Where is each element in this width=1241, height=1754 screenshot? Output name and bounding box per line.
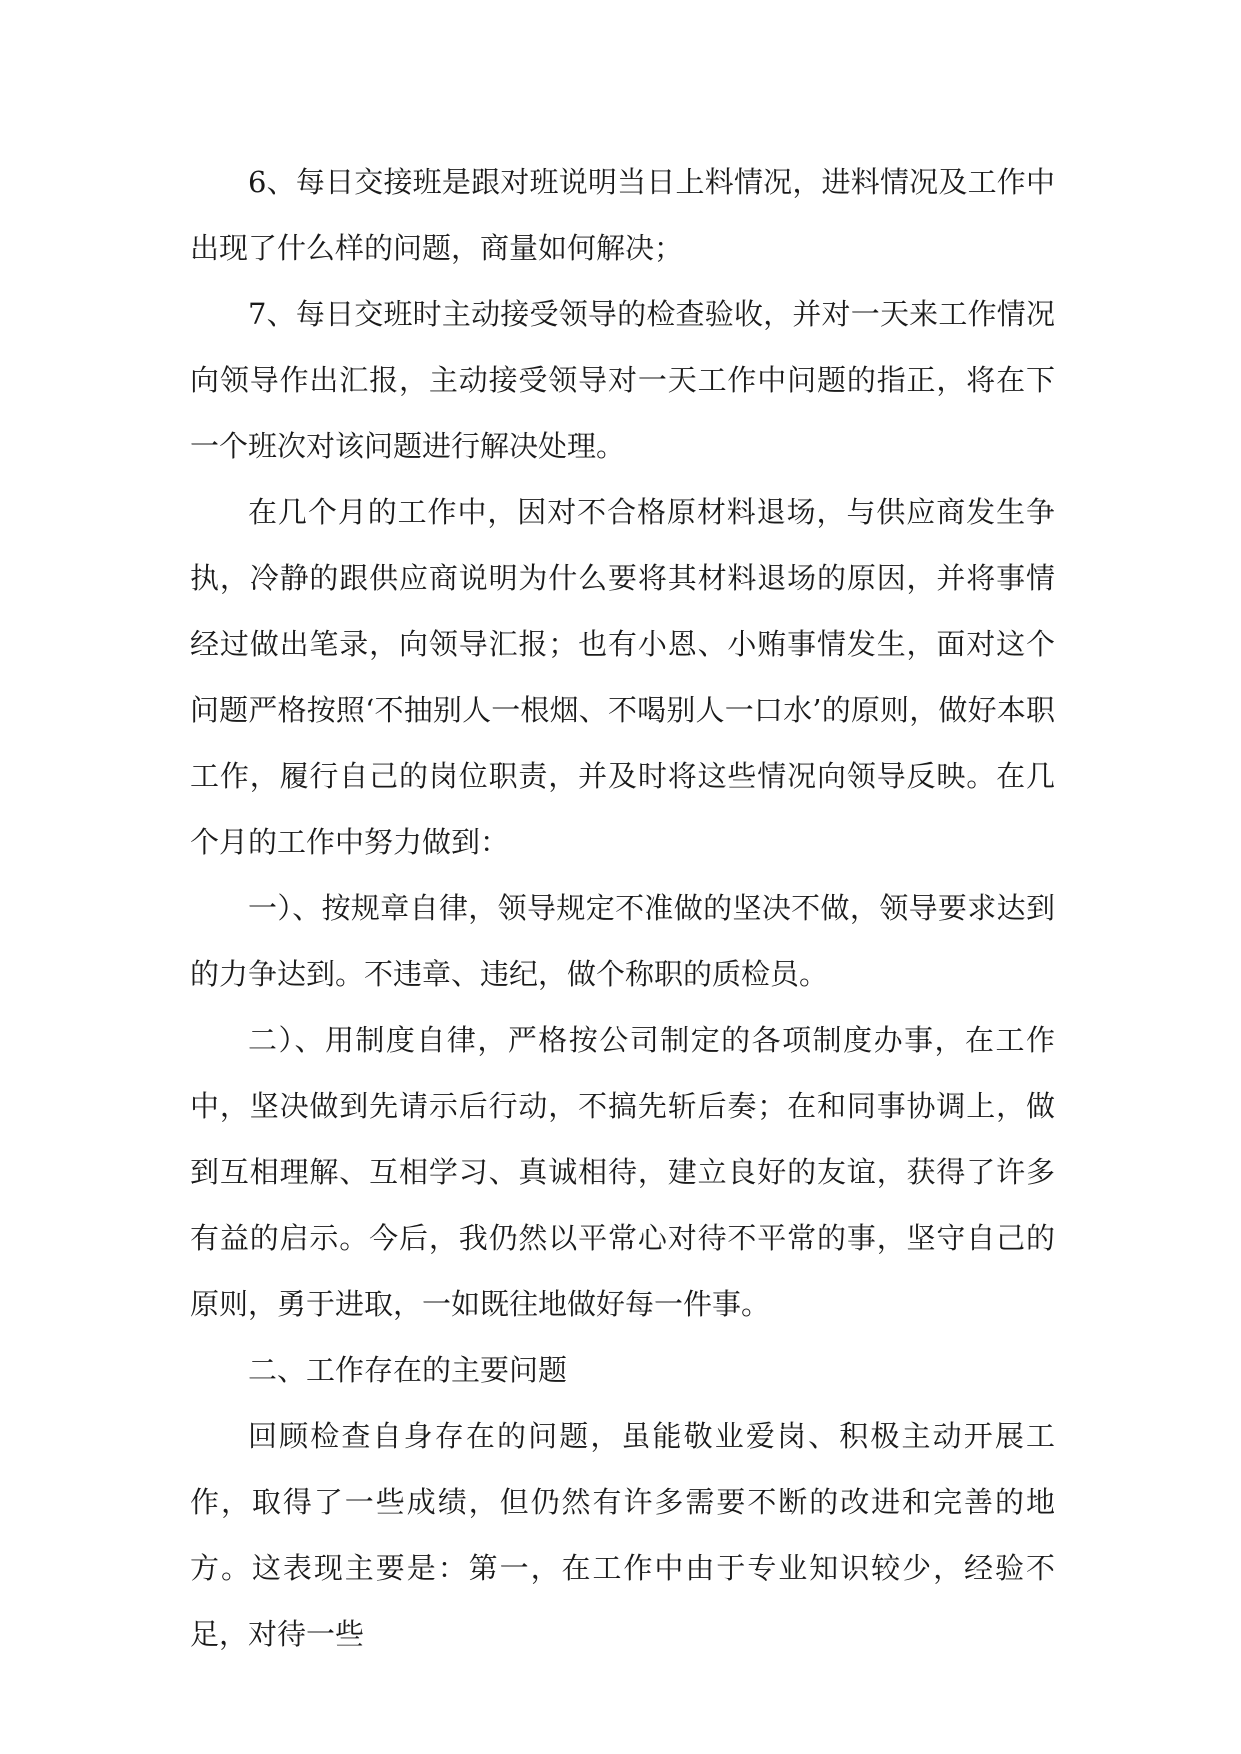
paragraph-self-discipline-rules: 一）、按规章自律，领导规定不准做的坚决不做，领导要求达到的力争达到。不违章、违纪，做个称职的质检员。 <box>190 891 1055 991</box>
paragraph-supplier-dispute: 在几个月的工作中，因对不合格原材料退场，与供应商发生争执，冷静的跟供应商说明为什么要将其材料退场的原因，并将事情经过做出笔录，向领导汇报；也有小恩、小贿事情发生，面对这个问题严格按照‘不抽别人一根烟、不喝别人一口水’的原则，做好本职工作，履行自己的岗位职责，并及时将这些情况向领导反映。在几个月的工作中努力做到： <box>190 495 1055 859</box>
paragraph-self-discipline-system: 二）、用制度自律，严格按公司制定的各项制度办事，在工作中，坚决做到先请示后行动，不搞先斩后奏；在和同事协调上，做到互相理解、互相学习、真诚相待，建立良好的友谊，获得了许多有益的启示。今后，我仍然以平常心对待不平常的事，坚守自己的原则，勇于进取，一如既往地做好每一件事。 <box>190 1023 1055 1321</box>
section-heading-main-problems: 二、工作存在的主要问题 <box>248 1353 568 1387</box>
paragraph-handover-item-6: 6、每日交接班是跟对班说明当日上料情况，进料情况及工作中出现了什么样的问题，商量如何解决； <box>190 165 1055 265</box>
paragraph-handover-item-7: 7、每日交班时主动接受领导的检查验收，并对一天来工作情况向领导作出汇报，主动接受领导对一天工作中问题的指正，将在下一个班次对该问题进行解决处理。 <box>190 297 1055 463</box>
document-body <box>190 149 1055 1667</box>
paragraph-problem-review: 回顾检查自身存在的问题，虽能敬业爱岗、积极主动开展工作，取得了一些成绩，但仍然有许多需要不断的改进和完善的地方。这表现主要是：第一，在工作中由于专业知识较少，经验不足，对待一些 <box>190 1419 1055 1651</box>
